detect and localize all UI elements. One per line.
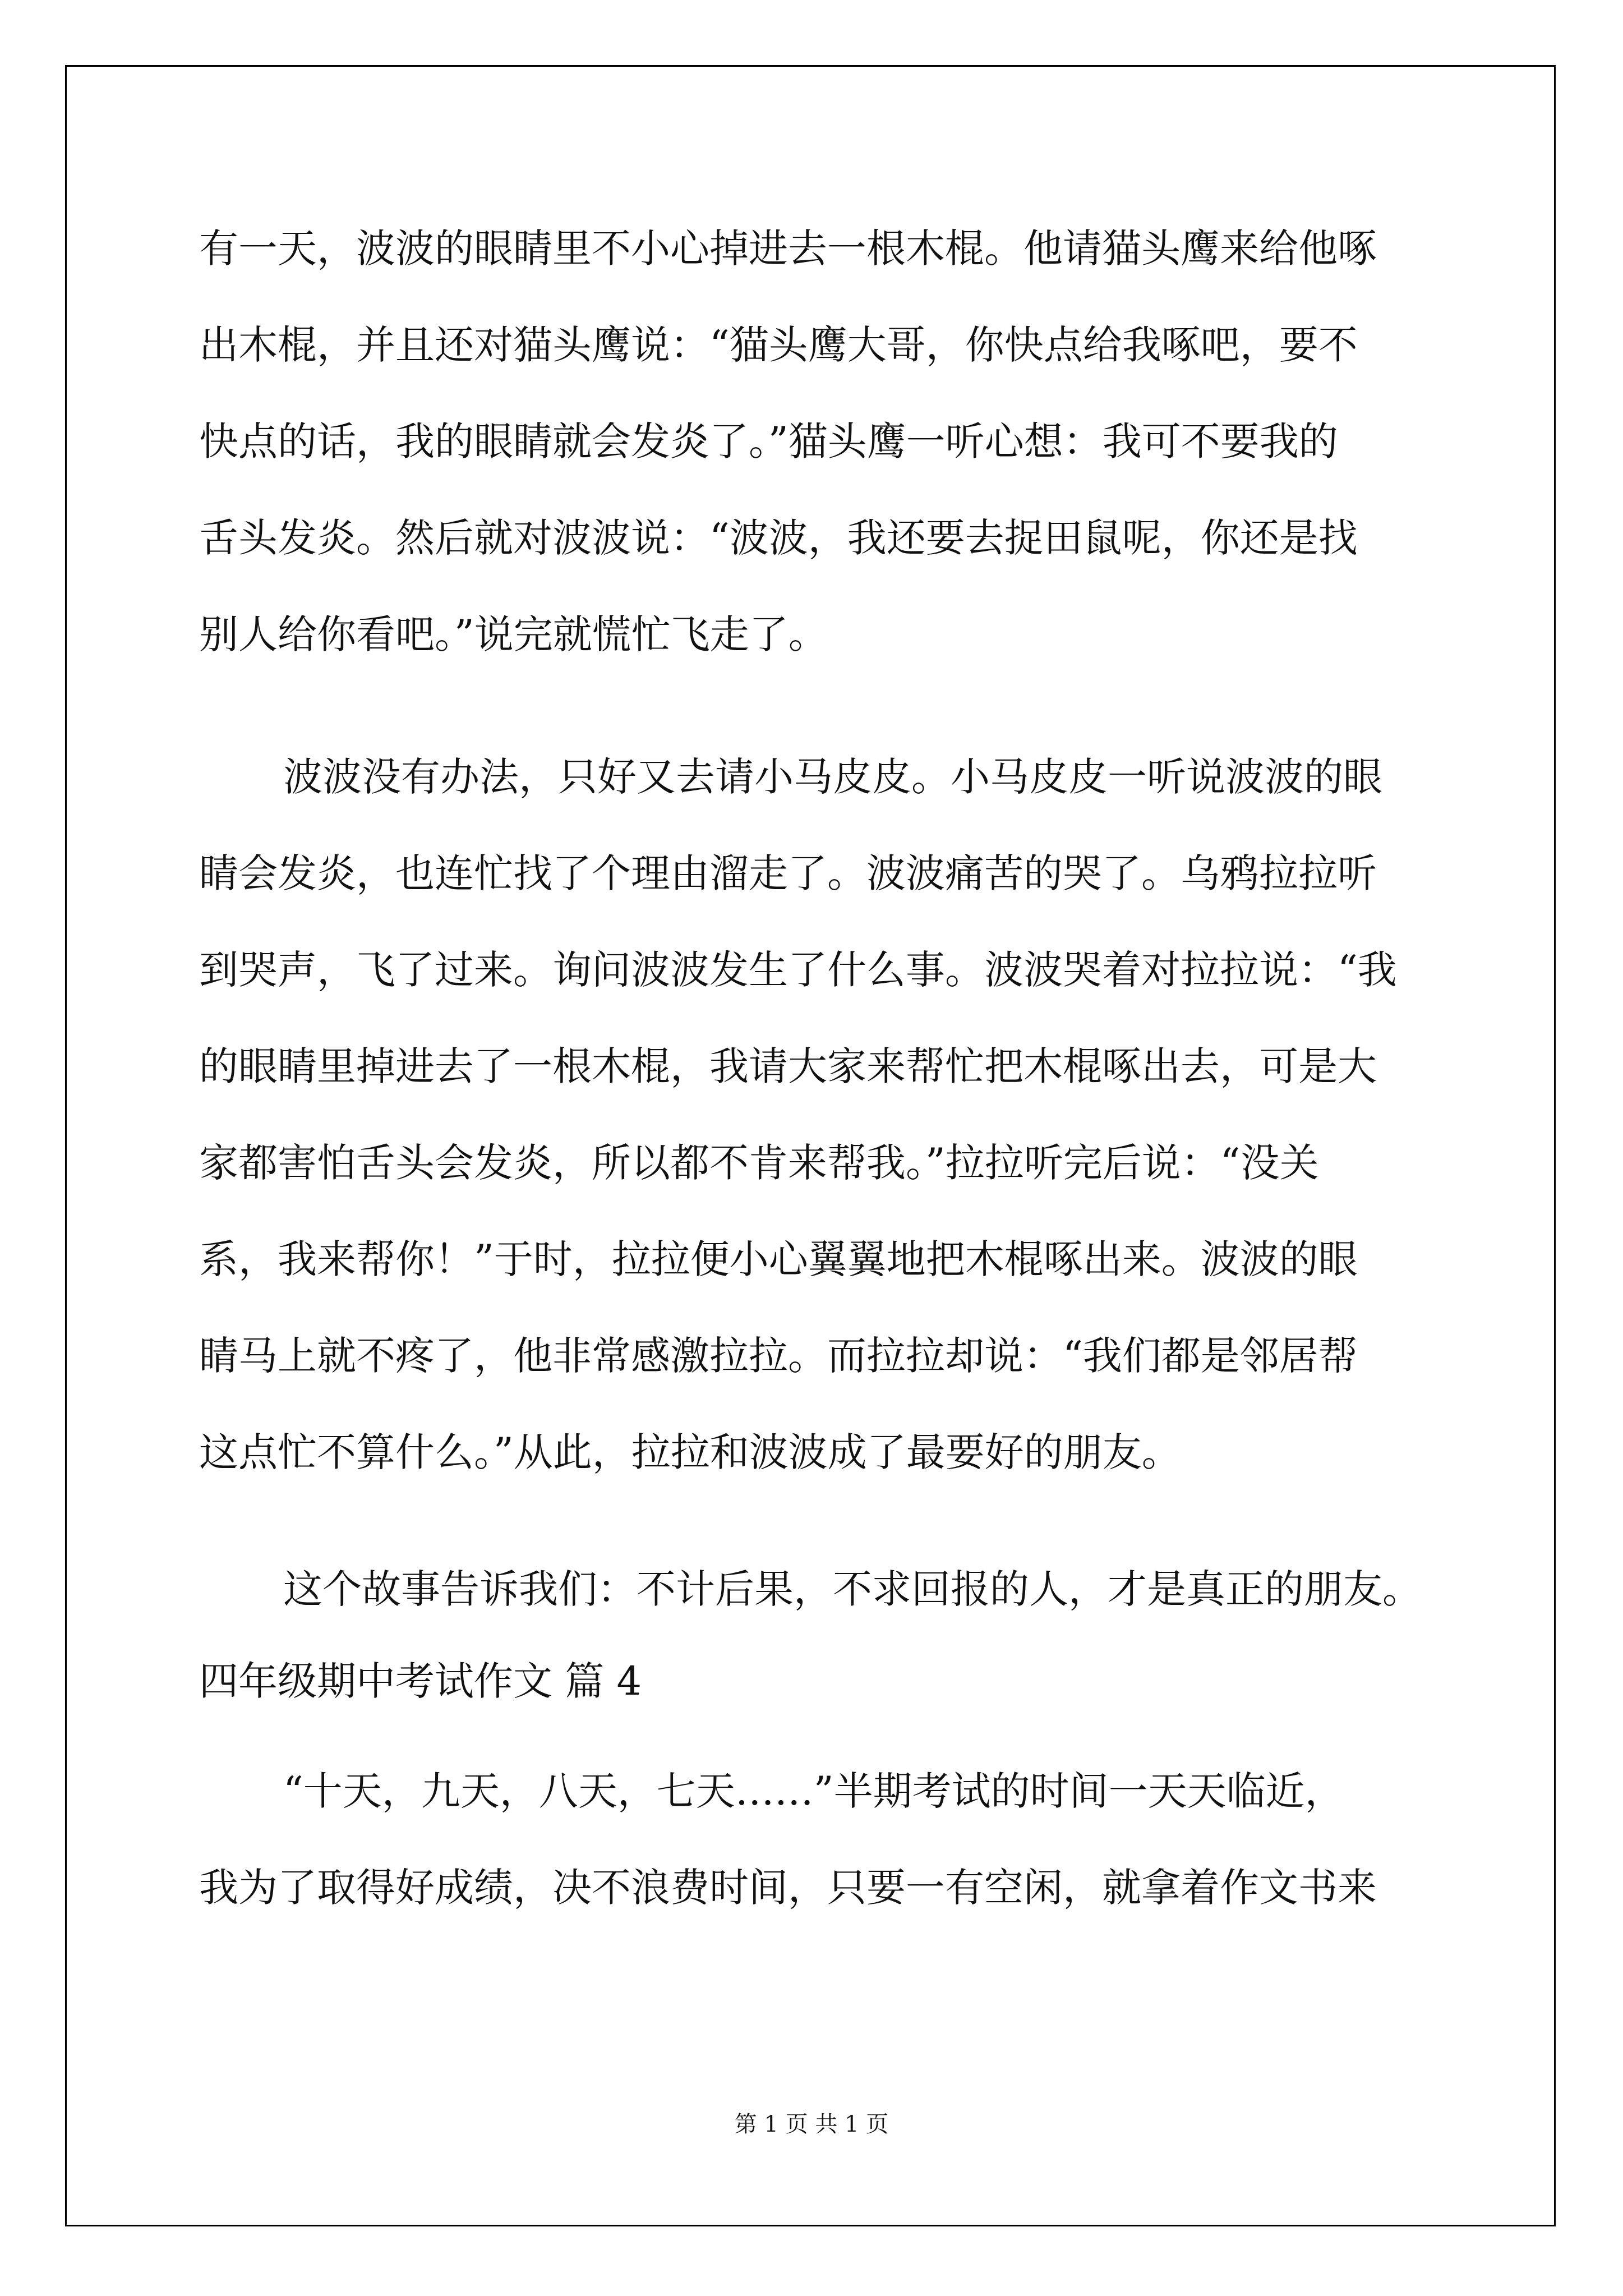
text-line: 这点忙不算什么。”从此，拉拉和波波成了最要好的朋友。	[199, 1429, 1181, 1475]
text-line: 到哭声，飞了过来。询问波波发生了什么事。波波哭着对拉拉说：“我	[199, 947, 1397, 993]
text-line: 舌头发炎。然后就对波波说：“波波，我还要去捉田鼠呢，你还是找	[199, 515, 1358, 561]
text-line: 睛马上就不疼了，他非常感激拉拉。而拉拉却说：“我们都是邻居帮	[199, 1333, 1358, 1379]
text-line: 家都害怕舌头会发炎，所以都不肯来帮我。”拉拉听完后说：“没关	[199, 1140, 1319, 1186]
text-line: 睛会发炎，也连忙找了个理由溜走了。波波痛苦的哭了。乌鸦拉拉听	[199, 850, 1377, 896]
page-footer: 第 1 页 共 1 页	[734, 2111, 889, 2137]
paragraph-start-line: 这个故事告诉我们：不计后果，不求回报的人，才是真正的朋友。	[283, 1566, 1422, 1612]
section-heading: 四年级期中考试作文 篇 4	[199, 1658, 642, 1704]
text-line: 有一天，波波的眼睛里不小心掉进去一根木棍。他请猫头鹰来给他啄	[199, 226, 1377, 272]
text-line: 系，我来帮你！”于时，拉拉便小心翼翼地把木棍啄出来。波波的眼	[199, 1236, 1358, 1282]
text-line: 的眼睛里掉进去了一根木棍，我请大家来帮忙把木棍啄出去，可是大	[199, 1043, 1377, 1089]
text-line: 我为了取得好成绩，决不浪费时间，只要一有空闲，就拿着作文书来	[199, 1865, 1377, 1911]
paragraph-start-line: “十天，九天，八天，七天……”半期考试的时间一天天临近，	[283, 1768, 1344, 1814]
text-line: 快点的话，我的眼睛就会发炎了。”猫头鹰一听心想：我可不要我的	[199, 418, 1338, 464]
text-line: 别人给你看吧。”说完就慌忙飞走了。	[199, 611, 828, 657]
paragraph-start-line: 波波没有办法，只好又去请小马皮皮。小马皮皮一听说波波的眼	[283, 754, 1382, 800]
text-line: 出木棍，并且还对猫头鹰说：“猫头鹰大哥，你快点给我啄吧，要不	[199, 322, 1358, 368]
